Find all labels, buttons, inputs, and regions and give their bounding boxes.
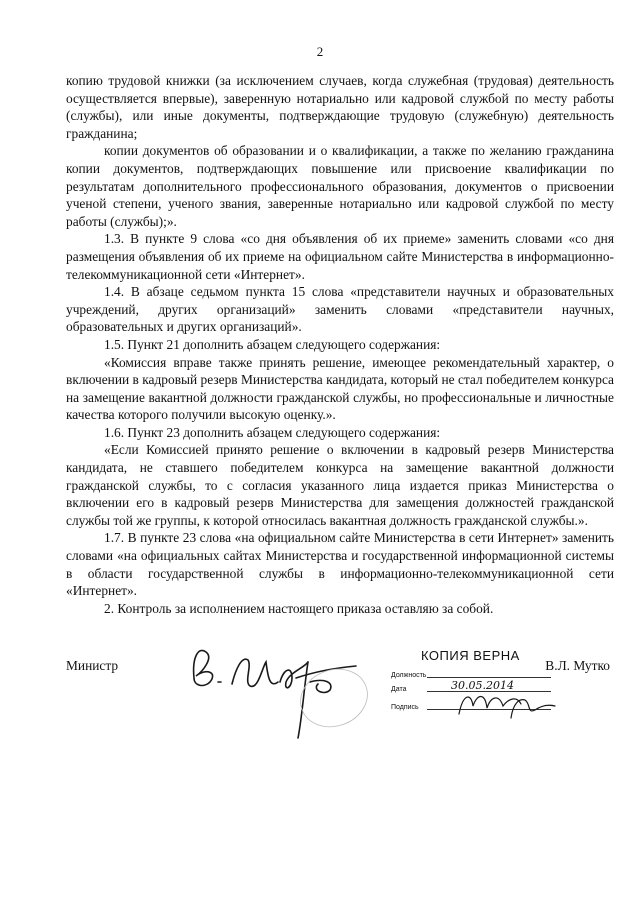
document-body (66, 72, 614, 617)
paragraph: «Комиссия вправе также принять решение, имеющее рекомендательный характер, о включении в кадровый резерв Министерства кандидата, который не стал победителем конкурса на замещение вакантной должности гражданской службы, но профессиональные и личностные качества которого получили высокую оценку.». (66, 354, 614, 423)
stamp-title: КОПИЯ ВЕРНА (421, 648, 520, 663)
handwritten-signature (184, 638, 384, 748)
stamp-date-value: 30.05.2014 (451, 679, 514, 692)
paragraph: «Если Комиссией принято решение о включении в кадровый резерв Министерства кандидата, не ставшего победителем конкурса на замещение вакантной должности гражданской службы, то с согласия указанного лица издается приказ Министерства о включении его в кадровый резерв Министерства для замещения должностей гражданской службы той же группы, к которой относилась вакантная должность гражданской службы.». (66, 442, 614, 528)
paragraph: 1.6. Пункт 23 дополнить абзацем следующего содержания: (104, 424, 441, 440)
stamp-date-label: Дата (391, 686, 407, 693)
copy-certified-stamp (391, 648, 551, 718)
paragraph: 1.5. Пункт 21 дополнить абзацем следующего содержания: (104, 336, 441, 352)
signature-block (66, 650, 614, 770)
minister-name: В.Л. Мутко (545, 658, 610, 673)
minister-label: Министр (66, 658, 119, 673)
stamp-position-label: Должность (391, 672, 427, 679)
stamp-handwriting (451, 684, 561, 724)
paragraph: 1.3. В пункте 9 слова «со дня объявления об их приеме» заменить словами «со дня размещения объявления об их приеме на официальном сайте Министерства в информационно-телекоммуникационной сети «Интернет». (66, 231, 614, 282)
paragraph: 1.7. В пункте 23 слова «на официальном сайте Министерства в сети Интернет» заменить словами «на официальных сайтах Министерства и государственной информационной системы в области государственной службы в информационно-телекоммуникационной сети «Интернет». (66, 530, 614, 599)
stamp-signature-label: Подпись (391, 704, 419, 711)
paragraph: 1.4. В абзаце седьмом пункта 15 слова «представители научных и образовательных учреждений, других организаций» заменить словами «представители научных, образовательных и других организаций». (66, 284, 614, 335)
paragraph: копии документов об образовании и о квалификации, а также по желанию гражданина копии документов, подтверждающих повышение или присвоение квалификации по результатам дополнительного профессионального образования, документов о присвоении ученой степени, ученого звания, заверенные нотариально или кадровой службой по месту работы (службы);». (66, 143, 614, 229)
paragraph: копию трудовой книжки (за исключением случаев, когда служебная (трудовая) деятельность осуществляется впервые), заверенную нотариально или кадровой службой по месту работы (службы), или иные документы, подтверждающие трудовую (служебную) деятельность гражданина; (66, 73, 614, 141)
paragraph: 2. Контроль за исполнением настоящего приказа оставляю за собой. (104, 600, 494, 616)
page-number: 2 (316, 44, 324, 59)
stamp-position-line (391, 672, 551, 679)
